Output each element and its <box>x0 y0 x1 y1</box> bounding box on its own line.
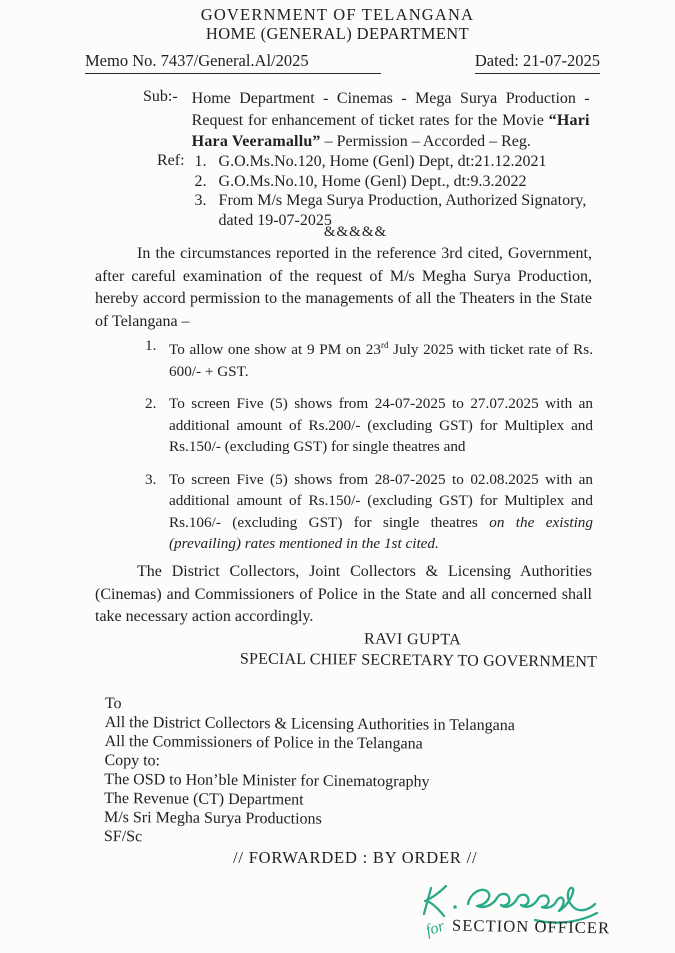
address-line: M/s Sri Megha Surya Productions <box>103 808 322 828</box>
permission-text-italic: on the existing (prevailing) rates mentioned in the 1st cited. <box>169 513 593 553</box>
permission-item <box>145 335 593 382</box>
reference-item <box>195 152 611 172</box>
subject-text-lead: Home Department - Cinemas - Mega Surya Production - Request for enhancement of ticket rates for the Movie <box>191 90 590 129</box>
permission-text-lead: To screen Five (5) shows from 28-07-2025 to 02.08.2025 with an additional amount of Rs.150/- (excluding GST) for Multiplex and Rs.106/- (excluding GST) for single theatres <box>169 470 593 531</box>
signatory-block <box>239 628 598 672</box>
memo-number-row <box>85 51 600 74</box>
address-line: SF/Sc <box>103 827 143 846</box>
permission-item <box>145 393 593 458</box>
reference-item-text: G.O.Ms.No.120, Home (Genl) Dept, dt:21.12.2021 <box>218 153 547 170</box>
reference-list <box>195 152 611 230</box>
permission-item <box>145 469 593 555</box>
permission-text-tail: July 2025 with ticket rate of Rs. 600/- + GST. <box>169 341 593 380</box>
ordinal-superscript: rd <box>380 340 389 350</box>
reference-item-number: 3. <box>194 192 207 209</box>
subject-label: Sub:- <box>143 88 178 105</box>
permission-item-text: To screen Five (5) shows from 24-07-2025 to 27.07.2025 with an additional amount of Rs.200/- (excluding GST) for Multiplex and Rs.150/- (excluding GST) for single theatres and <box>169 395 593 456</box>
permission-item-number: 3. <box>145 470 157 488</box>
address-line: All the Commissioners of Police in the Telangana <box>104 732 423 753</box>
permission-item-text <box>169 335 593 382</box>
permission-text-lead: To allow one show at 9 PM on 23 <box>169 341 381 359</box>
reference-item <box>195 172 611 192</box>
permission-item-number: 1. <box>145 337 157 354</box>
ampersand-separator: &&&&& <box>323 224 388 240</box>
address-block <box>104 694 515 849</box>
department-name: HOME (GENERAL) DEPARTMENT <box>205 24 470 43</box>
handwritten-for-note: for <box>423 917 447 940</box>
document-header <box>0 5 675 43</box>
address-line: The Revenue (CT) Department <box>104 789 304 809</box>
closing-paragraph: The District Collectors, Joint Collectors & Licensing Authorities (Cinemas) and Commissioners of Police in the State and all concerned shall take necessary action accordingly. <box>95 563 592 625</box>
permission-item-number: 2. <box>145 395 157 413</box>
forwarded-line: // FORWARDED : BY ORDER // <box>233 848 478 867</box>
opening-paragraph: In the circumstances reported in the reference 3rd cited, Government, after careful examination of the request of M/s Megha Surya Production, hereby accord permission to the managements of all the Theaters in the State of Telangana – <box>95 245 592 330</box>
reference-label: Ref: <box>157 152 185 169</box>
reference-item-number: 2. <box>194 172 207 190</box>
reference-item-text: From M/s Mega Surya Production, Authorized Signatory, dated 19-07-2025 <box>218 192 587 229</box>
reference-item-number: 1. <box>194 153 207 170</box>
memo-number: Memo No. 7437/General.Al/2025 <box>85 51 381 74</box>
section-officer-title: SECTION OFFICER <box>451 915 611 938</box>
reference-block <box>157 152 611 230</box>
reference-item-text: G.O.Ms.No.10, Home (Genl) Dept., dt:9.3.2022 <box>218 172 527 190</box>
permissions-list <box>145 335 593 566</box>
movie-title: “Hari Hara Veeramallu” <box>191 111 590 150</box>
address-line: Copy to: <box>104 751 161 770</box>
memo-date: Dated: 21-07-2025 <box>475 51 600 74</box>
signatory-title: SPECIAL CHIEF SECRETARY TO GOVERNMENT <box>239 649 598 671</box>
address-line: All the District Collectors & Licensing Authorities in Telangana <box>104 713 515 735</box>
signatory-name: RAVI GUPTA <box>363 630 462 649</box>
address-line: To <box>104 694 122 713</box>
subject-block <box>143 88 590 153</box>
subject-text <box>192 88 590 153</box>
subject-text-tail: – Permission – Accorded – Reg. <box>320 133 531 150</box>
permission-item-text <box>169 469 593 555</box>
address-line: The OSD to Hon’ble Minister for Cinematography <box>104 770 430 791</box>
signature-area <box>420 880 602 950</box>
government-name: GOVERNMENT OF TELANGANA <box>200 5 475 24</box>
